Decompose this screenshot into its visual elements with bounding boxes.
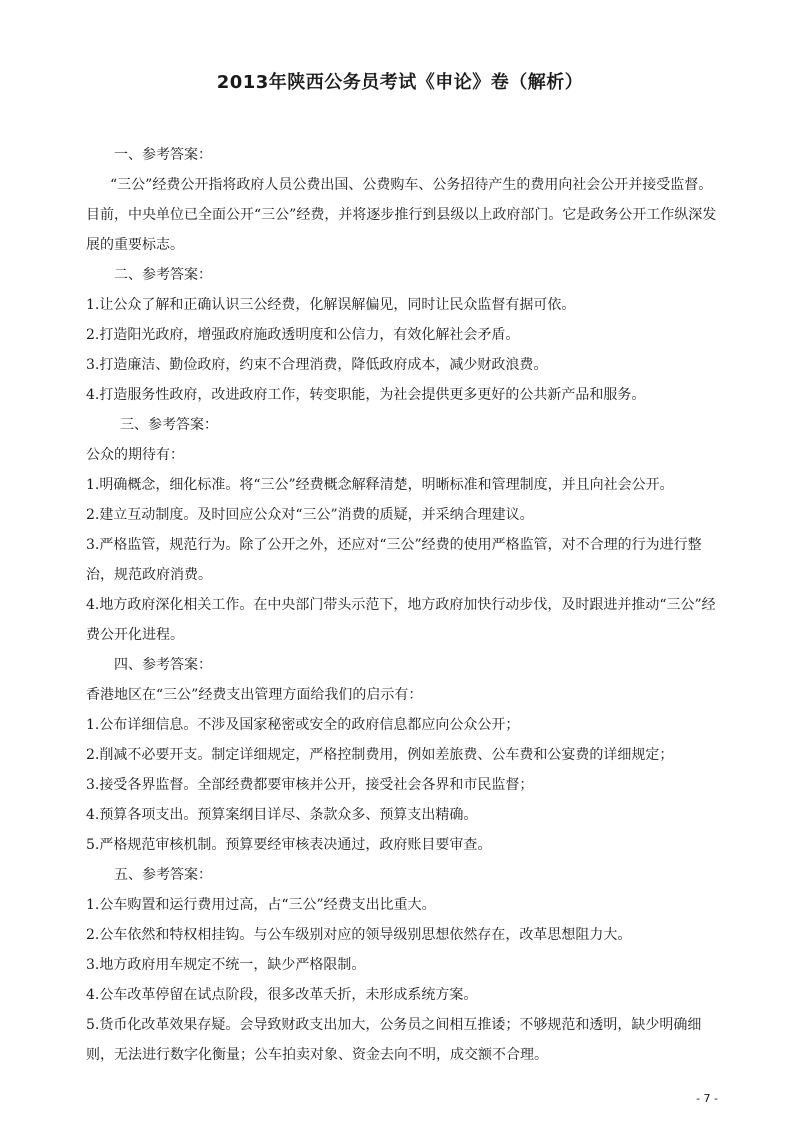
section-lead: 香港地区在“三公”经费支出管理方面给我们的启示有： (86, 687, 423, 703)
answer-item: 1.明确概念，细化标准。将“三公”经费概念解释清楚，明晰标准和管理制度，并且向社会公开。 (86, 477, 674, 493)
page-number: - 7 - (696, 1092, 718, 1105)
section-heading: 二、参考答案： (114, 267, 212, 283)
answer-item: 4.打造服务性政府，改进政府工作，转变职能，为社会提供更多更好的公共新产品和服务。 (86, 387, 646, 403)
answer-item: 1.公车购置和运行费用过高，占“三公”经费支出比重大。 (86, 897, 436, 913)
answer-item: 4.地方政府深化相关工作。在中央部门带头示范下，地方政府加快行动步伐，及时跟进并推动“三公”经费公开化进程。 (86, 597, 716, 643)
answer-item: 3.严格监管，规范行为。除了公开之外，还应对“三公”经费的使用严格监管，对不合理的行为进行整治，规范政府消费。 (86, 537, 702, 583)
document-body (86, 140, 718, 1070)
section-heading: 三、参考答案： (120, 417, 218, 433)
answer-item: 2.建立互动制度。及时回应公众对“三公”消费的质疑，并采纳合理建议。 (86, 507, 534, 523)
answer-item: 3.接受各界监督。全部经费都要审核并公开，接受社会各界和市民监督； (86, 777, 534, 793)
answer-item: 3.地方政府用车规定不统一，缺少严格限制。 (86, 957, 366, 973)
section-heading: 四、参考答案： (114, 657, 212, 673)
section-heading: 五、参考答案： (114, 867, 212, 883)
answer-item: 2.打造阳光政府，增强政府施政透明度和公信力，有效化解社会矛盾。 (86, 327, 520, 343)
section-lead: 公众的期待有： (86, 447, 184, 463)
answer-item: 1.公布详细信息。不涉及国家秘密或安全的政府信息都应向公众公开； (86, 717, 520, 733)
answer-item: 3.打造廉洁、勤俭政府，约束不合理消费，降低政府成本，减少财政浪费。 (86, 357, 548, 373)
answer-item: 2.削减不必要开支。制定详细规定，严格控制费用，例如差旅费、公车费和公宴费的详细规定； (86, 747, 674, 763)
answer-item: 5.货币化改革效果存疑。会导致财政支出加大，公务员之间相互推诿；不够规范和透明，缺少明确细则，无法进行数字化衡量；公车拍卖对象、资金去向不明，成交额不合理。 (86, 1017, 702, 1063)
answer-item: 1.让公众了解和正确认识三公经费，化解误解偏见，同时让民众监督有据可依。 (86, 297, 576, 313)
answer-item: 4.公车改革停留在试点阶段，很多改革夭折，未形成系统方案。 (86, 987, 478, 1003)
answer-item: 4.预算各项支出。预算案纲目详尽、条款众多、预算支出精确。 (86, 807, 478, 823)
answer-item: 5.严格规范审核机制。预算要经审核表决通过，政府账目要审查。 (86, 837, 492, 853)
answer-paragraph: “三公”经费公开指将政府人员公费出国、公费购车、公务招待产生的费用向社会公开并接受监督。目前，中央单位已全面公开“三公”经费，并将逐步推行到县级以上政府部门。它是政务公开工作纵深发展的重要标志。 (86, 177, 717, 253)
section-heading: 一、参考答案： (114, 147, 212, 163)
answer-item: 2.公车依然和特权相挂钩。与公车级别对应的领导级别思想依然存在，改革思想阻力大。 (86, 927, 632, 943)
page-title: 2013年陕西公务员考试《申论》卷（解析） (216, 72, 584, 93)
